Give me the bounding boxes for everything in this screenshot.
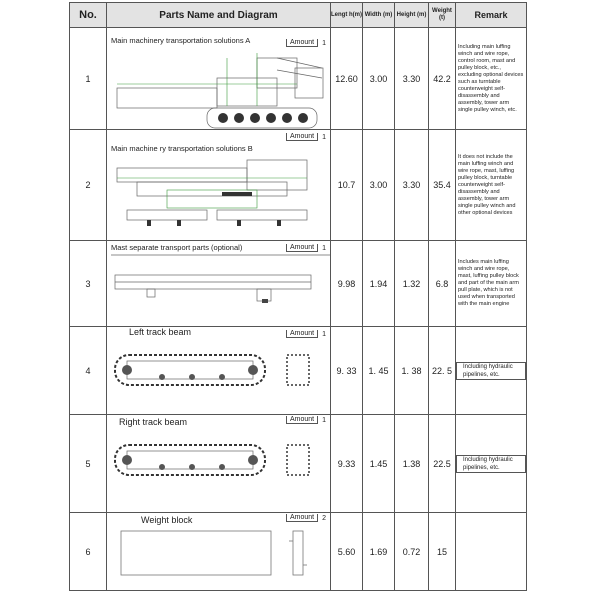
- amount-value: 1: [322, 330, 326, 338]
- amount-value: 1: [322, 416, 326, 424]
- height-value: 3.30: [395, 130, 429, 241]
- table-row: [70, 513, 527, 591]
- weight-value: 22.5: [429, 415, 456, 513]
- width-value: 1. 45: [363, 327, 395, 415]
- height-value: 0.72: [395, 513, 429, 591]
- part-title: Mast separate transport parts (optional): [111, 243, 243, 252]
- weight-value: 6.8: [429, 241, 456, 327]
- amount-label: Amount: [286, 244, 318, 252]
- header-length: Lengt h(m): [331, 3, 363, 28]
- height-value: 1.32: [395, 241, 429, 327]
- amount-label: Amount: [286, 39, 318, 47]
- row-no: 4: [70, 327, 107, 415]
- remark-text: Including main luffing winch and wire rope, control room, mast and pulley block, etc., excluding optional devices such as turntable counterweight self-disassembly and assembly, tower arm single pulley winch, etc.: [456, 28, 527, 130]
- length-value: 9.98: [331, 241, 363, 327]
- weight-value: 15: [429, 513, 456, 591]
- table-row: [70, 327, 527, 415]
- part-diagram-cell: [107, 327, 331, 415]
- length-value: 9. 33: [331, 327, 363, 415]
- row-no: 2: [70, 130, 107, 241]
- remark-box: [456, 362, 526, 380]
- width-value: 1.94: [363, 241, 395, 327]
- header-remark: Remark: [456, 3, 527, 28]
- width-value: 3.00: [363, 130, 395, 241]
- amount-label: Amount: [286, 416, 318, 424]
- part-title: Main machinery transportation solutions A: [111, 36, 251, 45]
- table-row: [70, 241, 527, 327]
- amount-value: 1: [322, 133, 326, 141]
- remark-cell: [456, 415, 527, 513]
- weight-value: 42.2: [429, 28, 456, 130]
- width-value: 1.69: [363, 513, 395, 591]
- length-value: 10.7: [331, 130, 363, 241]
- header-weight: Weight (t): [429, 3, 456, 28]
- part-diagram-cell: [107, 28, 331, 130]
- crane-machinery-drawing: [107, 28, 331, 130]
- weight-value: 35.4: [429, 130, 456, 241]
- part-diagram-cell: [107, 513, 331, 591]
- amount-label: Amount: [286, 133, 318, 141]
- width-value: 1.45: [363, 415, 395, 513]
- part-diagram-cell: [107, 415, 331, 513]
- amount-value: 2: [322, 514, 326, 522]
- row-no: 3: [70, 241, 107, 327]
- remark-box: [456, 455, 526, 473]
- row-no: 5: [70, 415, 107, 513]
- length-value: 12.60: [331, 28, 363, 130]
- track-beam-drawing: [107, 327, 331, 415]
- part-title: Right track beam: [119, 417, 188, 427]
- mast-drawing: [107, 241, 331, 327]
- row-no: 1: [70, 28, 107, 130]
- weight-block-drawing: [107, 513, 331, 591]
- remark-text: Including hydraulic pipelines, etc.: [463, 363, 513, 378]
- height-value: 1. 38: [395, 327, 429, 415]
- length-value: 5.60: [331, 513, 363, 591]
- remark-text: [456, 513, 527, 591]
- remark-text: Including hydraulic pipelines, etc.: [463, 456, 513, 471]
- part-diagram-cell: [107, 241, 331, 327]
- header-height: Height (m): [395, 3, 429, 28]
- remark-text: It does not include the main luffing winch and wire rope, mast, luffing pulley block, turntable counterweight self-disassembly and assembly, tower arm single pulley winch and other optional devices: [456, 130, 527, 241]
- height-value: 1.38: [395, 415, 429, 513]
- table-row: [70, 130, 527, 241]
- transport-parts-table: [69, 2, 527, 591]
- remark-text: Includes main luffing winch and wire rope, mast, luffing pulley block and part of the main arm pull plate, which is not used when transported with the main engine: [456, 241, 527, 327]
- row-no: 6: [70, 513, 107, 591]
- crane-machinery-drawing: [107, 130, 331, 241]
- amount-value: 1: [322, 244, 326, 252]
- amount-label: Amount: [286, 330, 318, 338]
- part-title: Weight block: [141, 515, 193, 525]
- remark-cell: [456, 327, 527, 415]
- length-value: 9.33: [331, 415, 363, 513]
- amount-value: 1: [322, 39, 326, 47]
- weight-value: 22. 5: [429, 327, 456, 415]
- table-header-row: [70, 3, 527, 28]
- width-value: 3.00: [363, 28, 395, 130]
- table-row: [70, 415, 527, 513]
- part-title: Left track beam: [129, 327, 192, 337]
- header-no: No.: [70, 3, 107, 28]
- table-row: [70, 28, 527, 130]
- part-title: Main machine ry transportation solutions B: [111, 144, 253, 153]
- height-value: 3.30: [395, 28, 429, 130]
- part-diagram-cell: [107, 130, 331, 241]
- track-beam-drawing: [107, 415, 331, 513]
- header-width: Width (m): [363, 3, 395, 28]
- amount-label: Amount: [286, 514, 318, 522]
- header-parts-name: Parts Name and Diagram: [107, 3, 331, 28]
